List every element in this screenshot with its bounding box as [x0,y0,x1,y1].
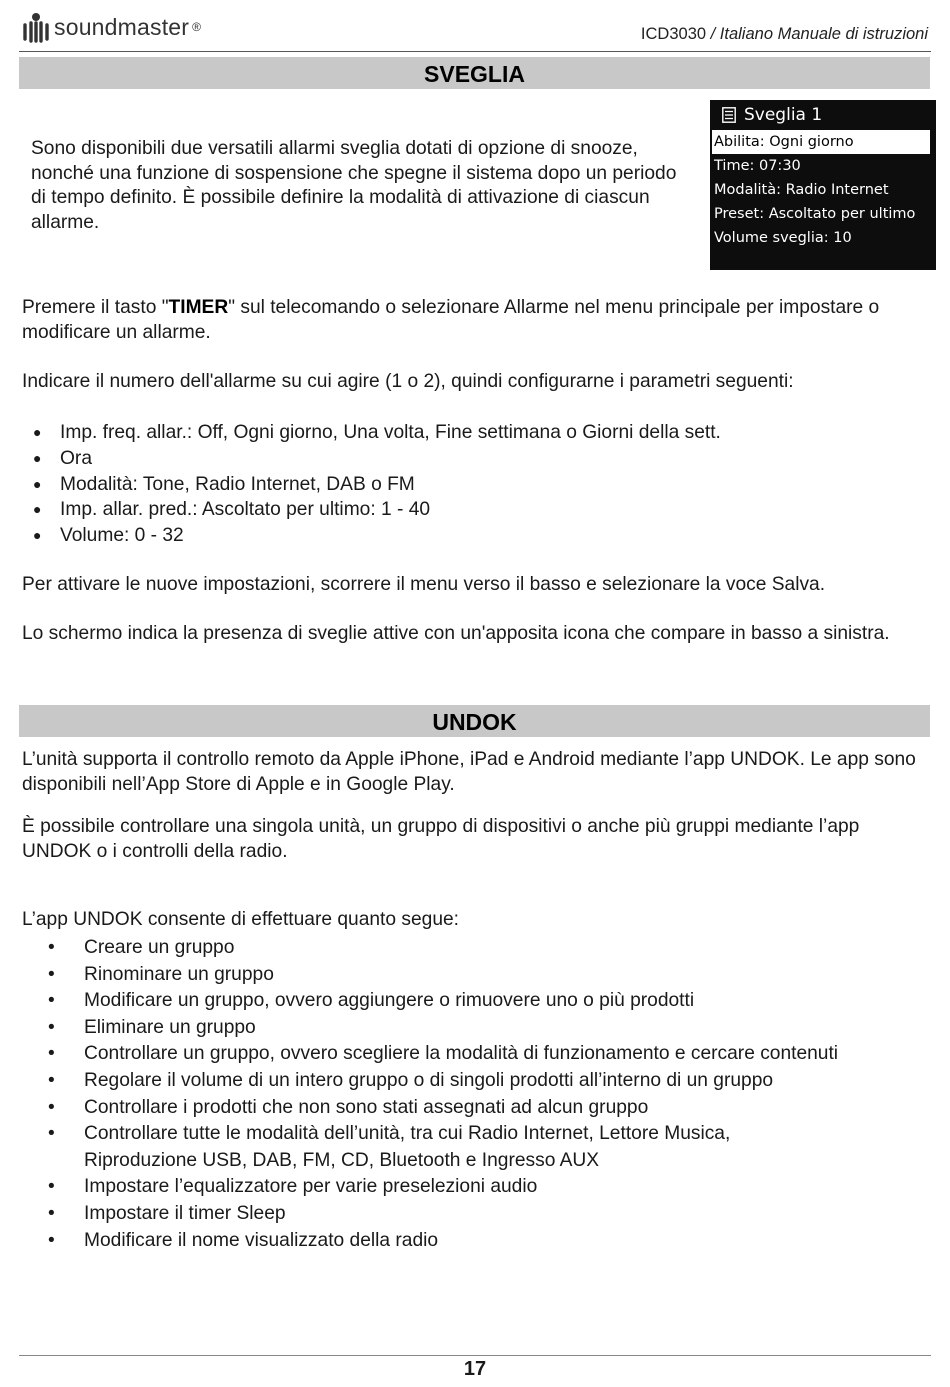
header-rule [19,51,931,52]
list-item [48,1068,934,1095]
list-item-text: Ora [60,447,92,469]
bullet-icon: • [48,963,55,985]
bullet-icon: ● [33,475,42,492]
list-item-text: Controllare un gruppo, ovvero scegliere la modalità di funzionamento e cercare contenuti [84,1043,839,1065]
bullet-icon: • [48,1202,55,1224]
section-heading-sveglia: SVEGLIA [19,57,930,89]
bullet-icon: • [48,1123,55,1145]
page-number: 17 [463,1358,487,1380]
brand-name: soundmaster [54,13,190,40]
list-item [48,1228,934,1255]
alarm-parameters-list [33,420,920,549]
list-item [48,1201,934,1228]
screen-title: Sveglia 1 [744,105,823,125]
list-item-text: Modificare il nome visualizzato della radio [84,1229,439,1251]
bullet-icon: ● [33,527,42,544]
section-heading-undok: UNDOK [19,705,930,737]
list-item [48,962,934,989]
screen-row-preset: Preset: Ascoltato per ultimo [714,206,916,222]
brand-logo [22,10,201,44]
bullet-icon: • [48,1043,55,1065]
bullet-icon: ● [33,449,42,466]
list-item [33,523,920,549]
list-item-text: Imp. allar. pred.: Ascoltato per ultimo: 1 - 40 [60,499,431,521]
undok-list-intro: L’app UNDOK consente di effettuare quanto segue: [22,909,459,930]
list-item [48,1174,934,1201]
bullet-icon: • [48,1096,55,1118]
list-item-text: Eliminare un gruppo [84,1016,256,1038]
alarm-screen-image [710,100,936,270]
list-item-text: Creare un gruppo [84,937,235,958]
list-item-text: Impostare il timer Sleep [84,1202,286,1224]
save-note: Per attivare le nuove impostazioni, scorrere il menu verso il basso e selezionare la voce Salva. [22,574,826,595]
list-item [33,497,920,523]
list-item-text: Regolare il volume di un intero gruppo o di singoli prodotti all’interno di un gruppo [84,1069,774,1091]
undok-features-list [48,935,934,1254]
bullet-icon: • [48,1016,55,1038]
timer-instruction-pre: Premere il tasto " [22,297,169,318]
list-item [48,1041,934,1068]
list-item [33,446,920,472]
screen-row-time: Time: 07:30 [714,158,801,174]
list-item-text: Volume: 0 - 32 [60,525,184,547]
list-item [48,935,934,962]
bullet-icon: ● [33,424,42,440]
icon-note: Lo schermo indica la presenza di sveglie attive con un'apposita icona che compare in basso a sinistra. [22,623,890,644]
timer-instruction [22,296,922,345]
list-item-text: Imp. freq. allar.: Off, Ogni giorno, Una volta, Fine settimana o Giorni della sett. [60,422,721,443]
undok-control: È possibile controllare una singola unità, un gruppo di dispositivi o anche più gruppi mediante l’app UNDOK o i controlli della radio. [22,816,860,862]
manual-title: / Italiano Manuale di istruzioni [706,25,928,43]
list-item-text: Modificare un gruppo, ovvero aggiungere o rimuovere uno o più prodotti [84,990,695,1012]
sveglia-intro: Sono disponibili due versatili allarmi sveglia dotati di opzione di snooze, nonché una funzione di sospensione che spegne il sistema dopo un periodo di tempo definito. È possibile definire la modalità di attivazione di ciascun allarme. [31,138,677,233]
screen-row-enable: Abilita: Ogni giorno [712,130,930,154]
list-item [48,1121,814,1174]
list-item [48,1095,934,1122]
list-item [33,472,920,498]
screen-row-volume: Volume sveglia: 10 [714,230,852,246]
registered-mark: ® [192,20,202,34]
document-title [641,25,928,44]
timer-key: TIMER [168,297,229,318]
bullet-icon: • [48,1176,55,1198]
footer-rule [19,1355,931,1356]
undok-intro: L’unità supporta il controllo remoto da Apple iPhone, iPad e Android mediante l’app UNDOK. Le app sono disponibili nell’App Store di Apple e in Google Play. [22,749,916,795]
list-item-text: Rinominare un gruppo [84,963,274,985]
screen-header [710,100,936,130]
bullet-icon: • [48,1069,55,1091]
model-name: ICD3030 [640,25,707,43]
list-icon [722,107,736,123]
bullet-icon: • [48,990,55,1012]
bullet-icon: ● [33,501,42,518]
bullet-icon: • [48,937,55,958]
list-item-text: Controllare i prodotti che non sono stati assegnati ad alcun gruppo [84,1096,649,1118]
list-item [33,420,920,446]
bullet-icon: • [48,1229,55,1251]
timer-instruction-post: " sul telecomando o selezionare Allarme nel menu principale per impostare o modificare un allarme. [22,297,880,343]
list-item [48,988,934,1015]
list-item-text: Impostare l’equalizzatore per varie preselezioni audio [84,1176,538,1198]
list-item-text: Modalità: Tone, Radio Internet, DAB o FM [60,473,415,495]
alarm-number-instruction: Indicare il numero dell'allarme su cui agire (1 o 2), quindi configurarne i parametri seguenti: [22,371,794,392]
list-item [48,1015,934,1042]
list-item-text: Controllare tutte le modalità dell’unità, tra cui Radio Internet, Lettore Musica, Riproduzione USB, DAB, FM, CD, Bluetooth e Ingresso AUX [84,1123,731,1171]
screen-row-mode: Modalità: Radio Internet [714,182,889,198]
soundmaster-logo-icon [22,11,50,43]
